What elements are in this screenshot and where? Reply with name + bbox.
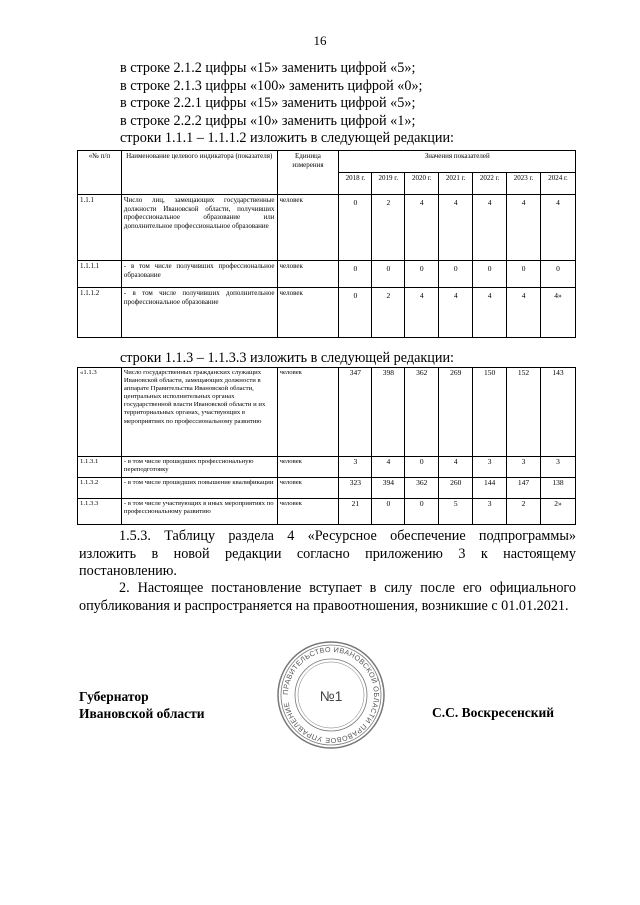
intro-text xyxy=(120,60,454,148)
header-values: Значения показателей xyxy=(339,151,576,173)
row-value: 4 xyxy=(405,288,439,338)
row-value: 260 xyxy=(439,478,473,499)
paragraph-2: 2. Настоящее постановление вступает в силу после его официального опубликования и распространяется на правоотношения, возникшие с 01.01.2021. xyxy=(79,580,576,614)
row-value: 0 xyxy=(439,261,473,288)
header-year: 2021 г. xyxy=(439,173,473,195)
table-row xyxy=(78,499,576,525)
row-value: 4 xyxy=(439,288,473,338)
row-num: 1.1.1 xyxy=(78,195,122,261)
row-value: 3 xyxy=(541,457,576,478)
row-unit: человек xyxy=(277,499,339,525)
row-value: 2 xyxy=(507,499,541,525)
row-value: 398 xyxy=(372,368,405,457)
row-value: 394 xyxy=(372,478,405,499)
row-num: 1.1.1.1 xyxy=(78,261,122,288)
row-value: 21 xyxy=(339,499,372,525)
header-num: «№ п/п xyxy=(78,151,122,195)
header-year: 2024 г. xyxy=(541,173,576,195)
row-value: 3 xyxy=(339,457,372,478)
row-name: - в том числе участвующих в иных мероприятиях по профессиональному развитию xyxy=(121,499,277,525)
seal-center-text: №1 xyxy=(319,688,343,704)
section-heading: строки 1.1.3 – 1.1.3.3 изложить в следующей редакции: xyxy=(120,350,454,366)
table-row xyxy=(78,288,576,338)
row-value: 4 xyxy=(541,195,576,261)
row-unit: человек xyxy=(277,288,339,338)
table-row xyxy=(78,478,576,499)
table-row xyxy=(78,195,576,261)
header-name: Наименование целевого индикатора (показателя) xyxy=(121,151,277,195)
row-value: 2 xyxy=(372,288,405,338)
row-value: 0 xyxy=(473,261,507,288)
row-value: 2 xyxy=(372,195,405,261)
row-value: 152 xyxy=(507,368,541,457)
official-seal xyxy=(276,640,386,750)
intro-line: строки 1.1.1 – 1.1.1.2 изложить в следующей редакции: xyxy=(120,130,454,146)
row-value: 0 xyxy=(372,499,405,525)
row-name: Число государственных гражданских служащих Ивановской области, замещающих должности в аппарате Правительства Ивановской области, центральных исполнительных органах государственной власти Ивановской области и их территориальных органах, участвующих в мероприятиях по профессиональному развитию xyxy=(121,368,277,457)
table-row xyxy=(78,261,576,288)
row-value: 2» xyxy=(541,499,576,525)
signature-title xyxy=(79,688,205,722)
row-value: 0 xyxy=(405,457,439,478)
row-value: 0 xyxy=(339,261,372,288)
row-unit: человек xyxy=(277,457,339,478)
row-unit: человек xyxy=(277,478,339,499)
row-name: - в том числе прошедших профессиональную переподготовку xyxy=(121,457,277,478)
row-value: 4 xyxy=(439,195,473,261)
signature-title-line: Ивановской области xyxy=(79,706,205,721)
header-year: 2022 г. xyxy=(473,173,507,195)
row-value: 4 xyxy=(473,195,507,261)
header-year: 2019 г. xyxy=(372,173,405,195)
table-row xyxy=(78,457,576,478)
row-value: 0 xyxy=(507,261,541,288)
intro-line: в строке 2.1.2 цифры «15» заменить цифрой «5»; xyxy=(120,60,416,76)
indicator-table-2 xyxy=(77,367,576,525)
seal-ring-text: ПРАВИТЕЛЬСТВО ИВАНОВСКОЙ ОБЛАСТИ ПРАВОВОЕ УПРАВЛЕНИЕ xyxy=(280,644,382,746)
row-num: 1.1.3.1 xyxy=(78,457,122,478)
row-value: 0 xyxy=(339,288,372,338)
intro-line: в строке 2.1.3 цифры «100» заменить цифрой «0»; xyxy=(120,77,423,94)
header-unit: Единица измерения xyxy=(277,151,339,195)
paragraph-1-5-3: 1.5.3. Таблицу раздела 4 «Ресурсное обеспечение подпрограммы» изложить в новой редакции согласно приложению 3 к настоящему постановлению. xyxy=(79,528,576,579)
intro-line: в строке 2.2.2 цифры «10» заменить цифрой «1»; xyxy=(120,112,416,129)
header-year: 2018 г. xyxy=(339,173,372,195)
header-year: 2020 г. xyxy=(405,173,439,195)
row-value: 4» xyxy=(541,288,576,338)
row-name: Число лиц, замещающих государственные должности Ивановской области, получивших профессиональное образование или дополнительное профессиональное образование xyxy=(121,195,277,261)
row-value: 0 xyxy=(339,195,372,261)
row-value: 0 xyxy=(405,499,439,525)
row-value: 0 xyxy=(372,261,405,288)
row-value: 5 xyxy=(439,499,473,525)
row-value: 3 xyxy=(473,457,507,478)
row-num: 1.1.3.2 xyxy=(78,478,122,499)
signature-title-line: Губернатор xyxy=(79,689,149,704)
page-number: 16 xyxy=(313,33,327,48)
row-name: - в том числе прошедших повышение квалификации xyxy=(121,478,277,499)
signature-name: С.С. Воскресенский xyxy=(432,705,555,720)
row-value: 4 xyxy=(405,195,439,261)
row-value: 144 xyxy=(473,478,507,499)
row-value: 4 xyxy=(507,195,541,261)
row-num: «1.1.3 xyxy=(78,368,122,457)
row-num: 1.1.1.2 xyxy=(78,288,122,338)
row-name: - в том числе получивших дополнительное профессиональное образование xyxy=(121,288,277,338)
row-unit: человек xyxy=(277,195,339,261)
row-unit: человек xyxy=(277,368,339,457)
row-value: 4 xyxy=(473,288,507,338)
row-value: 3 xyxy=(473,499,507,525)
row-num: 1.1.3.3 xyxy=(78,499,122,525)
row-value: 0 xyxy=(405,261,439,288)
header-year: 2023 г. xyxy=(507,173,541,195)
row-value: 147 xyxy=(507,478,541,499)
indicator-table-1 xyxy=(77,150,576,338)
row-name: - в том числе получивших профессиональное образование xyxy=(121,261,277,288)
row-value: 323 xyxy=(339,478,372,499)
row-value: 362 xyxy=(405,368,439,457)
row-value: 143 xyxy=(541,368,576,457)
row-value: 362 xyxy=(405,478,439,499)
intro-line: в строке 2.2.1 цифры «15» заменить цифрой «5»; xyxy=(120,95,416,111)
row-value: 269 xyxy=(439,368,473,457)
row-value: 150 xyxy=(473,368,507,457)
row-value: 4 xyxy=(372,457,405,478)
table-row xyxy=(78,368,576,457)
row-value: 0 xyxy=(541,261,576,288)
row-value: 138 xyxy=(541,478,576,499)
row-value: 3 xyxy=(507,457,541,478)
row-value: 4 xyxy=(439,457,473,478)
row-value: 4 xyxy=(507,288,541,338)
row-unit: человек xyxy=(277,261,339,288)
row-value: 347 xyxy=(339,368,372,457)
